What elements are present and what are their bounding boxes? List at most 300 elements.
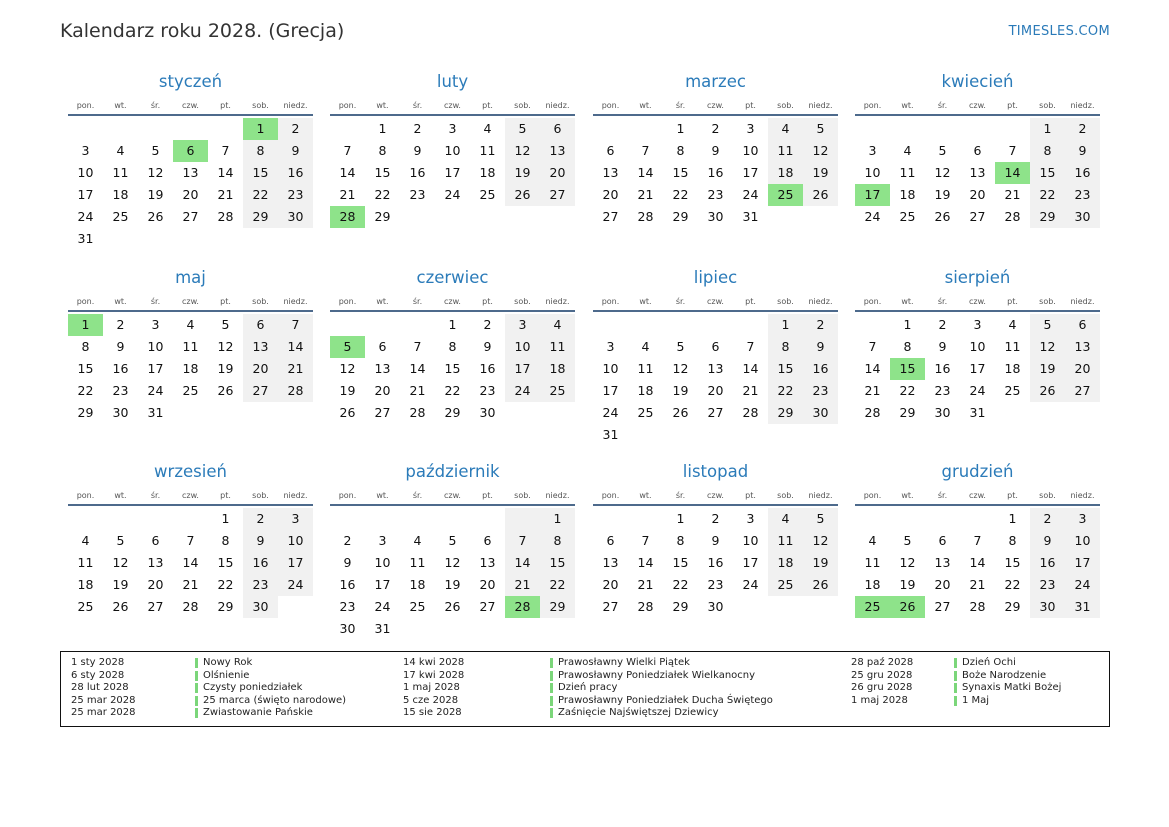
day-cell[interactable]: 28 [637,209,654,224]
day-cell[interactable]: 2 [711,511,720,526]
day-cell[interactable]: 15 [1004,555,1021,570]
day-cell[interactable]: 21 [339,187,356,202]
day-cell[interactable]: 26 [505,184,540,206]
day-cell[interactable]: 31 [147,405,164,420]
day-cell[interactable]: 29 [243,206,278,228]
day-cell[interactable]: 19 [147,187,164,202]
day-cell[interactable]: 26 [147,209,164,224]
day-cell[interactable]: 15 [672,165,689,180]
day-cell[interactable]: 12 [339,361,356,376]
day-cell[interactable]: 25 [899,209,916,224]
day-cell[interactable]: 14 [278,336,313,358]
day-cell[interactable]: 12 [505,140,540,162]
day-cell[interactable]: 20 [969,187,986,202]
day-cell[interactable]: 31 [77,231,94,246]
day-cell[interactable]: 27 [479,599,496,614]
day-cell[interactable]: 6 [540,118,575,140]
day-cell[interactable]: 13 [934,555,951,570]
day-cell[interactable]: 12 [899,555,916,570]
day-cell[interactable]: 4 [81,533,90,548]
day-cell[interactable]: 26 [803,574,838,596]
day-cell[interactable]: 9 [413,143,422,158]
day-cell[interactable]: 22 [217,577,234,592]
day-cell[interactable]: 4 [868,533,877,548]
day-cell[interactable]: 5 [221,317,230,332]
day-cell[interactable]: 23 [707,187,724,202]
day-cell[interactable]: 1 [768,314,803,336]
day-cell[interactable]: 24 [742,187,759,202]
day-cell[interactable]: 13 [147,555,164,570]
day-cell[interactable]: 23 [409,187,426,202]
day-cell[interactable]: 18 [1004,361,1021,376]
day-cell[interactable]: 19 [505,162,540,184]
day-cell[interactable]: 11 [768,530,803,552]
day-cell[interactable]: 30 [707,209,724,224]
day-cell[interactable]: 8 [378,143,387,158]
day-cell[interactable]: 4 [768,508,803,530]
day-cell[interactable]: 22 [1004,577,1021,592]
day-cell[interactable]: 10 [602,361,619,376]
day-cell[interactable]: 24 [77,209,94,224]
day-cell[interactable]: 19 [803,162,838,184]
day-cell[interactable]: 19 [112,577,129,592]
day-cell[interactable]: 8 [1008,533,1017,548]
day-cell[interactable]: 11 [479,143,496,158]
day-cell[interactable]: 26 [1030,380,1065,402]
day-cell[interactable]: 24 [374,599,391,614]
day-cell[interactable]: 9 [116,339,125,354]
day-cell[interactable]: 14 [864,361,881,376]
day-cell[interactable]: 10 [278,530,313,552]
day-cell[interactable]: 4 [413,533,422,548]
day-cell[interactable]: 29 [899,405,916,420]
day-cell[interactable]: 14 [182,555,199,570]
day-cell[interactable]: 14 [637,555,654,570]
day-cell[interactable]: 9 [278,140,313,162]
brand-logo-text[interactable]: TIMESLES.COM [1008,24,1110,39]
day-cell[interactable]: 18 [479,165,496,180]
day-cell[interactable]: 16 [409,165,426,180]
day-cell[interactable]: 2 [711,121,720,136]
day-cell[interactable]: 30 [934,405,951,420]
day-cell[interactable]: 20 [147,577,164,592]
day-cell[interactable]: 27 [707,405,724,420]
day-cell[interactable]: 3 [505,314,540,336]
day-cell[interactable]: 4 [641,339,650,354]
day-cell[interactable]: 28 [278,380,313,402]
day-cell[interactable]: 29 [672,209,689,224]
day-cell[interactable]: 21 [505,574,540,596]
day-cell[interactable]: 7 [641,143,650,158]
day-cell[interactable]: 14 [339,165,356,180]
day-cell[interactable]: 8 [540,530,575,552]
day-cell[interactable]: 1 [1030,118,1065,140]
day-cell[interactable]: 3 [606,339,615,354]
day-cell[interactable]: 30 [707,599,724,614]
day-cell[interactable]: 18 [899,187,916,202]
day-cell[interactable]: 19 [1030,358,1065,380]
day-cell[interactable]: 8 [243,140,278,162]
day-cell[interactable]: 14 [505,552,540,574]
day-cell[interactable]: 29 [444,405,461,420]
day-cell[interactable]: 15 [1030,162,1065,184]
day-cell[interactable]: 14 [742,361,759,376]
day-cell[interactable]: 25 [409,599,426,614]
day-cell[interactable]: 29 [1004,599,1021,614]
day-cell[interactable]: 13 [479,555,496,570]
day-cell[interactable]: 30 [243,596,278,618]
day-cell[interactable]: 11 [112,165,129,180]
day-cell[interactable]: 12 [444,555,461,570]
day-cell[interactable]: 11 [864,555,881,570]
day-cell[interactable]: 6 [1065,314,1100,336]
day-cell[interactable]: 11 [409,555,426,570]
day-cell[interactable]: 5 [448,533,457,548]
day-cell[interactable]: 9 [1065,140,1100,162]
day-cell[interactable]: 22 [899,383,916,398]
day-cell[interactable]: 16 [707,165,724,180]
day-cell[interactable]: 9 [938,339,947,354]
day-cell[interactable]: 7 [343,143,352,158]
day-cell[interactable]: 7 [186,533,195,548]
day-cell[interactable]: 18 [768,162,803,184]
day-cell[interactable]: 13 [182,165,199,180]
day-cell[interactable]: 10 [77,165,94,180]
day-cell[interactable]: 16 [479,361,496,376]
day-cell[interactable]: 7 [746,339,755,354]
day-cell[interactable]: 31 [1065,596,1100,618]
day-cell[interactable]: 22 [374,187,391,202]
day-cell[interactable]: 25 [1004,383,1021,398]
day-cell[interactable]: 6 [711,339,720,354]
day-cell[interactable]: 16 [278,162,313,184]
day-cell[interactable]: 18 [768,552,803,574]
day-cell[interactable]: 3 [746,121,755,136]
day-cell[interactable]: 13 [602,555,619,570]
day-cell[interactable]: 26 [803,184,838,206]
day-cell[interactable]: 6 [483,533,492,548]
day-cell[interactable]: 17 [374,577,391,592]
day-cell[interactable]: 9 [1030,530,1065,552]
day-cell[interactable]: 23 [243,574,278,596]
day-cell[interactable]: 22 [672,187,689,202]
day-cell[interactable]: 30 [1065,206,1100,228]
day-cell[interactable]: 20 [374,383,391,398]
day-cell[interactable]: 30 [1030,596,1065,618]
day-cell[interactable]: 28 [330,206,365,228]
day-cell[interactable]: 21 [864,383,881,398]
day-cell[interactable]: 5 [330,336,365,358]
day-cell[interactable]: 11 [899,165,916,180]
day-cell[interactable]: 29 [672,599,689,614]
day-cell[interactable]: 5 [803,508,838,530]
day-cell[interactable]: 4 [186,317,195,332]
day-cell[interactable]: 20 [602,187,619,202]
day-cell[interactable]: 17 [602,383,619,398]
day-cell[interactable]: 4 [116,143,125,158]
day-cell[interactable]: 3 [973,317,982,332]
day-cell[interactable]: 12 [147,165,164,180]
day-cell[interactable]: 31 [374,621,391,636]
day-cell[interactable]: 19 [672,383,689,398]
day-cell[interactable]: 12 [1030,336,1065,358]
day-cell[interactable]: 12 [672,361,689,376]
day-cell[interactable]: 27 [969,209,986,224]
day-cell[interactable]: 21 [217,187,234,202]
day-cell[interactable]: 3 [448,121,457,136]
day-cell[interactable]: 24 [742,577,759,592]
day-cell[interactable]: 7 [278,314,313,336]
day-cell[interactable]: 15 [540,552,575,574]
day-cell[interactable]: 9 [343,555,352,570]
day-cell[interactable]: 5 [151,143,160,158]
day-cell[interactable]: 16 [707,555,724,570]
day-cell[interactable]: 13 [374,361,391,376]
day-cell[interactable]: 31 [742,209,759,224]
day-cell[interactable]: 10 [1065,530,1100,552]
day-cell[interactable]: 3 [378,533,387,548]
day-cell[interactable]: 11 [77,555,94,570]
day-cell[interactable]: 13 [1065,336,1100,358]
day-cell[interactable]: 27 [602,599,619,614]
day-cell[interactable]: 14 [409,361,426,376]
day-cell[interactable]: 4 [540,314,575,336]
day-cell[interactable]: 10 [742,533,759,548]
day-cell[interactable]: 23 [707,577,724,592]
day-cell[interactable]: 23 [1065,184,1100,206]
day-cell[interactable]: 27 [243,380,278,402]
day-cell[interactable]: 3 [746,511,755,526]
day-cell[interactable]: 8 [768,336,803,358]
day-cell[interactable]: 5 [803,118,838,140]
day-cell[interactable]: 16 [243,552,278,574]
day-cell[interactable]: 28 [217,209,234,224]
day-cell[interactable]: 28 [505,596,540,618]
day-cell[interactable]: 26 [112,599,129,614]
day-cell[interactable]: 2 [413,121,422,136]
day-cell[interactable]: 2 [1030,508,1065,530]
day-cell[interactable]: 8 [221,533,230,548]
day-cell[interactable]: 2 [938,317,947,332]
day-cell[interactable]: 26 [890,596,925,618]
day-cell[interactable]: 18 [864,577,881,592]
day-cell[interactable]: 17 [147,361,164,376]
day-cell[interactable]: 26 [444,599,461,614]
day-cell[interactable]: 14 [995,162,1030,184]
day-cell[interactable]: 23 [339,599,356,614]
day-cell[interactable]: 15 [217,555,234,570]
day-cell[interactable]: 2 [803,314,838,336]
day-cell[interactable]: 27 [147,599,164,614]
day-cell[interactable]: 6 [938,533,947,548]
day-cell[interactable]: 14 [969,555,986,570]
day-cell[interactable]: 8 [448,339,457,354]
day-cell[interactable]: 6 [606,143,615,158]
day-cell[interactable]: 5 [676,339,685,354]
day-cell[interactable]: 29 [217,599,234,614]
day-cell[interactable]: 22 [444,383,461,398]
day-cell[interactable]: 9 [711,533,720,548]
day-cell[interactable]: 24 [147,383,164,398]
day-cell[interactable]: 14 [637,165,654,180]
day-cell[interactable]: 24 [505,380,540,402]
day-cell[interactable]: 3 [1065,508,1100,530]
day-cell[interactable]: 4 [903,143,912,158]
day-cell[interactable]: 6 [151,533,160,548]
day-cell[interactable]: 28 [1004,209,1021,224]
day-cell[interactable]: 29 [540,596,575,618]
day-cell[interactable]: 27 [374,405,391,420]
day-cell[interactable]: 8 [676,533,685,548]
day-cell[interactable]: 17 [969,361,986,376]
day-cell[interactable]: 4 [1008,317,1017,332]
day-cell[interactable]: 6 [973,143,982,158]
day-cell[interactable]: 29 [1030,206,1065,228]
day-cell[interactable]: 21 [637,187,654,202]
day-cell[interactable]: 26 [672,405,689,420]
day-cell[interactable]: 26 [339,405,356,420]
day-cell[interactable]: 22 [540,574,575,596]
day-cell[interactable]: 7 [413,339,422,354]
day-cell[interactable]: 20 [1065,358,1100,380]
day-cell[interactable]: 25 [768,574,803,596]
day-cell[interactable]: 25 [855,596,890,618]
day-cell[interactable]: 19 [803,552,838,574]
day-cell[interactable]: 24 [602,405,619,420]
day-cell[interactable]: 6 [173,140,208,162]
day-cell[interactable]: 20 [602,577,619,592]
day-cell[interactable]: 26 [217,383,234,398]
day-cell[interactable]: 12 [803,530,838,552]
day-cell[interactable]: 17 [855,184,890,206]
day-cell[interactable]: 12 [112,555,129,570]
day-cell[interactable]: 28 [864,405,881,420]
day-cell[interactable]: 2 [116,317,125,332]
day-cell[interactable]: 19 [899,577,916,592]
day-cell[interactable]: 10 [374,555,391,570]
day-cell[interactable]: 10 [147,339,164,354]
day-cell[interactable]: 17 [742,555,759,570]
day-cell[interactable]: 1 [1008,511,1017,526]
day-cell[interactable]: 9 [483,339,492,354]
day-cell[interactable]: 28 [742,405,759,420]
day-cell[interactable]: 15 [672,555,689,570]
day-cell[interactable]: 16 [112,361,129,376]
day-cell[interactable]: 16 [1030,552,1065,574]
day-cell[interactable]: 30 [339,621,356,636]
day-cell[interactable]: 8 [676,143,685,158]
day-cell[interactable]: 30 [112,405,129,420]
day-cell[interactable]: 17 [505,358,540,380]
day-cell[interactable]: 12 [217,339,234,354]
day-cell[interactable]: 20 [707,383,724,398]
day-cell[interactable]: 9 [243,530,278,552]
day-cell[interactable]: 4 [768,118,803,140]
day-cell[interactable]: 25 [637,405,654,420]
day-cell[interactable]: 21 [409,383,426,398]
day-cell[interactable]: 10 [864,165,881,180]
day-cell[interactable]: 13 [707,361,724,376]
day-cell[interactable]: 17 [742,165,759,180]
day-cell[interactable]: 21 [1004,187,1021,202]
day-cell[interactable]: 27 [540,184,575,206]
day-cell[interactable]: 5 [505,118,540,140]
day-cell[interactable]: 10 [742,143,759,158]
day-cell[interactable]: 6 [243,314,278,336]
day-cell[interactable]: 27 [934,599,951,614]
day-cell[interactable]: 13 [602,165,619,180]
day-cell[interactable]: 30 [278,206,313,228]
day-cell[interactable]: 7 [868,339,877,354]
day-cell[interactable]: 10 [969,339,986,354]
day-cell[interactable]: 7 [1008,143,1017,158]
day-cell[interactable]: 23 [1030,574,1065,596]
day-cell[interactable]: 1 [676,121,685,136]
day-cell[interactable]: 3 [278,508,313,530]
day-cell[interactable]: 2 [278,118,313,140]
day-cell[interactable]: 1 [676,511,685,526]
day-cell[interactable]: 16 [1065,162,1100,184]
day-cell[interactable]: 21 [278,358,313,380]
day-cell[interactable]: 9 [803,336,838,358]
day-cell[interactable]: 31 [969,405,986,420]
day-cell[interactable]: 3 [151,317,160,332]
day-cell[interactable]: 20 [540,162,575,184]
day-cell[interactable]: 3 [868,143,877,158]
day-cell[interactable]: 7 [221,143,230,158]
day-cell[interactable]: 25 [182,383,199,398]
day-cell[interactable]: 27 [602,209,619,224]
day-cell[interactable]: 6 [606,533,615,548]
day-cell[interactable]: 28 [182,599,199,614]
day-cell[interactable]: 23 [278,184,313,206]
day-cell[interactable]: 1 [378,121,387,136]
day-cell[interactable]: 17 [1065,552,1100,574]
day-cell[interactable]: 23 [934,383,951,398]
day-cell[interactable]: 7 [973,533,982,548]
day-cell[interactable]: 2 [483,317,492,332]
day-cell[interactable]: 25 [768,184,803,206]
day-cell[interactable]: 30 [479,405,496,420]
day-cell[interactable]: 22 [672,577,689,592]
day-cell[interactable]: 1 [540,508,575,530]
day-cell[interactable]: 13 [540,140,575,162]
day-cell[interactable]: 29 [768,402,803,424]
day-cell[interactable]: 22 [77,383,94,398]
day-cell[interactable]: 20 [182,187,199,202]
day-cell[interactable]: 15 [444,361,461,376]
day-cell[interactable]: 25 [479,187,496,202]
day-cell[interactable]: 2 [343,533,352,548]
day-cell[interactable]: 29 [374,209,391,224]
day-cell[interactable]: 8 [1030,140,1065,162]
day-cell[interactable]: 18 [409,577,426,592]
day-cell[interactable]: 1 [68,314,103,336]
day-cell[interactable]: 17 [278,552,313,574]
day-cell[interactable]: 25 [540,380,575,402]
day-cell[interactable]: 18 [540,358,575,380]
day-cell[interactable]: 12 [803,140,838,162]
day-cell[interactable]: 2 [1065,118,1100,140]
day-cell[interactable]: 22 [1030,184,1065,206]
day-cell[interactable]: 29 [77,405,94,420]
day-cell[interactable]: 19 [444,577,461,592]
day-cell[interactable]: 20 [934,577,951,592]
day-cell[interactable]: 25 [77,599,94,614]
day-cell[interactable]: 18 [77,577,94,592]
day-cell[interactable]: 21 [182,577,199,592]
day-cell[interactable]: 1 [243,118,278,140]
